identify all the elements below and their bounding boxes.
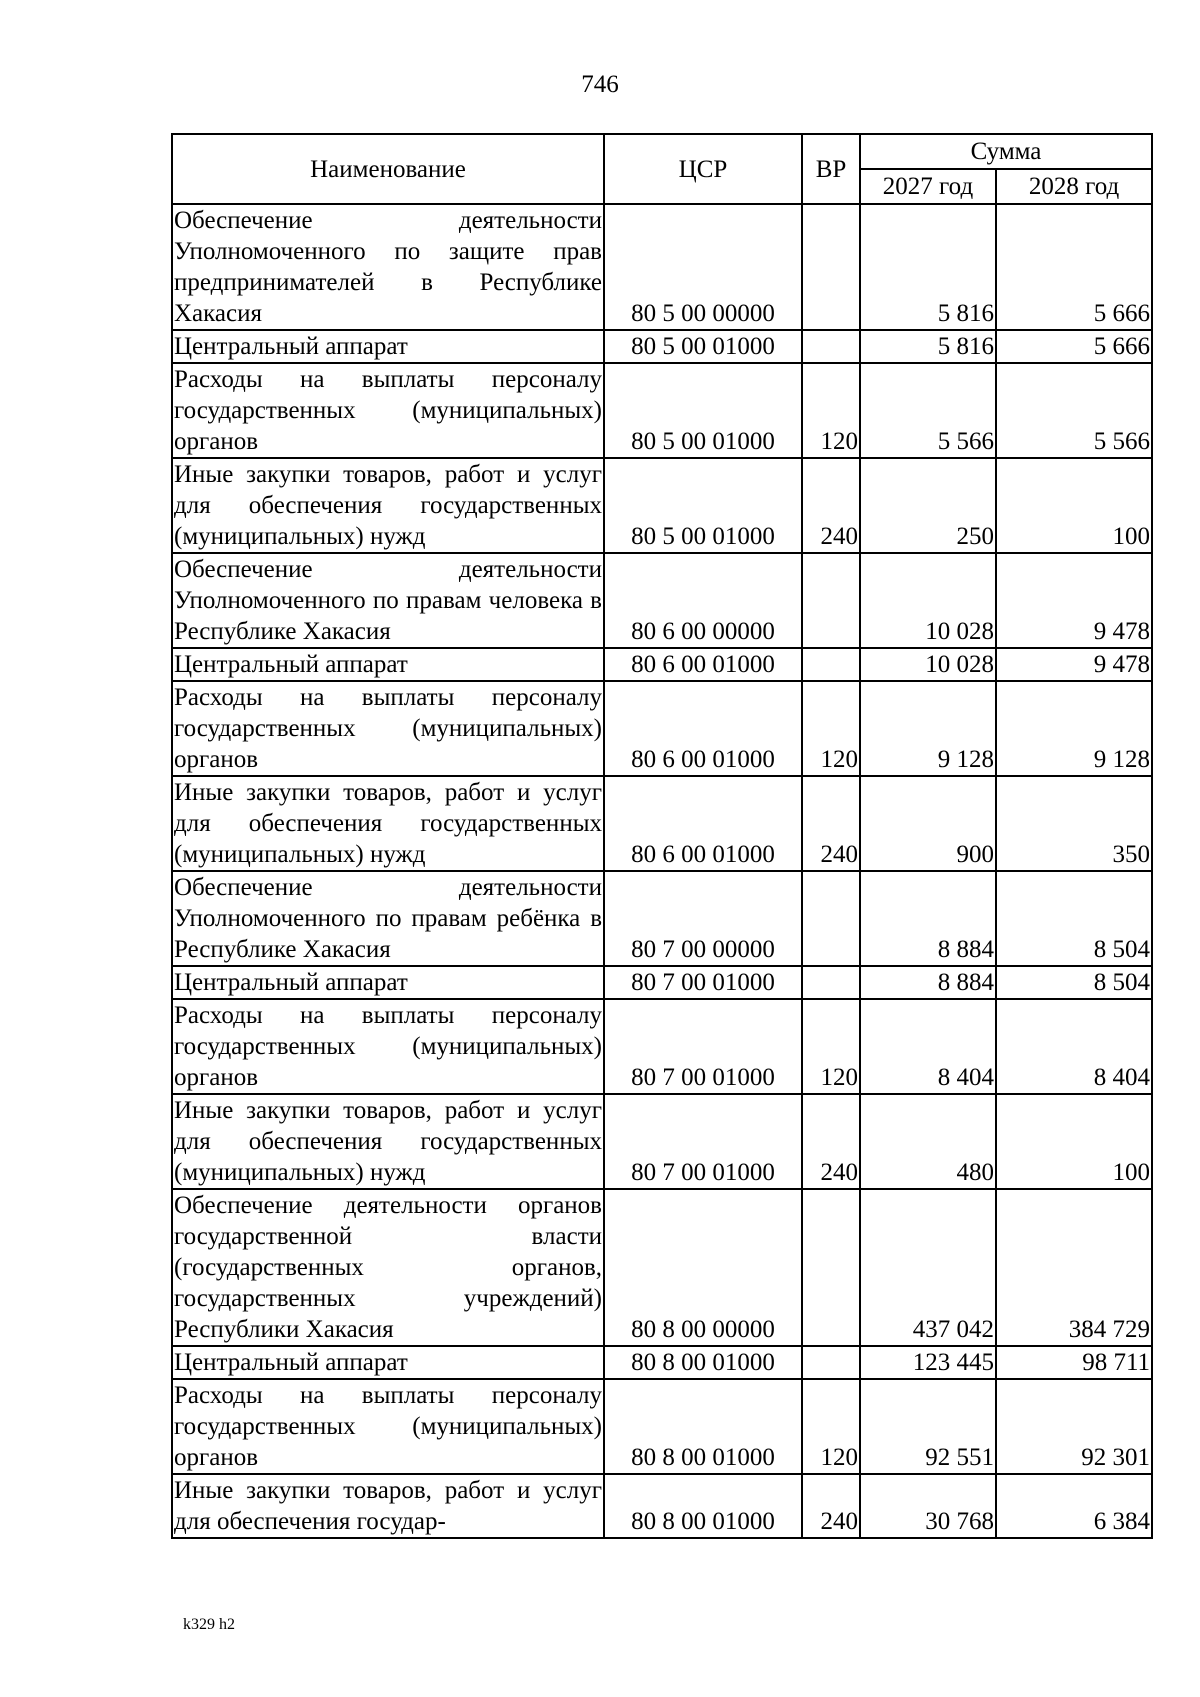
row-sum-2028: 100 xyxy=(996,458,1152,553)
table-row xyxy=(172,1094,1152,1189)
row-sum-2028: 5 566 xyxy=(996,363,1152,458)
row-sum-2027: 480 xyxy=(860,1094,996,1189)
row-vr xyxy=(802,648,860,681)
budget-table xyxy=(171,133,1153,1539)
row-sum-2027: 8 884 xyxy=(860,966,996,999)
row-csr: 80 7 00 00000 xyxy=(604,871,802,966)
page-number: 746 xyxy=(581,71,619,98)
table-row xyxy=(172,330,1152,363)
row-name: Расходы на выплаты персоналу государственных (муниципальных) органов xyxy=(172,363,604,458)
row-sum-2028: 8 504 xyxy=(996,871,1152,966)
row-sum-2028: 5 666 xyxy=(996,330,1152,363)
row-vr xyxy=(802,1189,860,1346)
row-vr: 120 xyxy=(802,999,860,1094)
row-csr: 80 8 00 00000 xyxy=(604,1189,802,1346)
row-name: Расходы на выплаты персоналу государственных (муниципальных) органов xyxy=(172,1379,604,1474)
row-vr: 240 xyxy=(802,1094,860,1189)
row-vr xyxy=(802,871,860,966)
row-name: Центральный аппарат xyxy=(172,330,604,363)
row-sum-2028: 9 478 xyxy=(996,553,1152,648)
row-sum-2028: 350 xyxy=(996,776,1152,871)
table-row xyxy=(172,553,1152,648)
row-name: Иные закупки товаров, работ и услуг для обеспечения государственных (муниципальных) нужд xyxy=(172,1094,604,1189)
row-sum-2027: 10 028 xyxy=(860,648,996,681)
row-sum-2027: 5 816 xyxy=(860,330,996,363)
row-vr xyxy=(802,204,860,330)
header-name: Наименование xyxy=(172,134,604,204)
header-sum: Сумма xyxy=(860,134,1152,169)
table-row xyxy=(172,648,1152,681)
row-name: Обеспечение деятельности Уполномоченного по защите прав предпринимателей в Республике Хакасия xyxy=(172,204,604,330)
table-row xyxy=(172,1379,1152,1474)
row-sum-2027: 9 128 xyxy=(860,681,996,776)
table-row xyxy=(172,204,1152,330)
row-sum-2027: 123 445 xyxy=(860,1346,996,1379)
row-vr xyxy=(802,330,860,363)
row-csr: 80 5 00 01000 xyxy=(604,458,802,553)
row-sum-2027: 5 566 xyxy=(860,363,996,458)
row-csr: 80 6 00 01000 xyxy=(604,776,802,871)
table-row xyxy=(172,681,1152,776)
row-name: Расходы на выплаты персоналу государственных (муниципальных) органов xyxy=(172,999,604,1094)
row-csr: 80 8 00 01000 xyxy=(604,1346,802,1379)
table-row xyxy=(172,966,1152,999)
row-vr xyxy=(802,966,860,999)
table-row xyxy=(172,458,1152,553)
row-sum-2027: 5 816 xyxy=(860,204,996,330)
table-row xyxy=(172,776,1152,871)
table-row xyxy=(172,1189,1152,1346)
row-vr: 240 xyxy=(802,1474,860,1538)
row-csr: 80 8 00 01000 xyxy=(604,1474,802,1538)
row-csr: 80 6 00 00000 xyxy=(604,553,802,648)
row-sum-2028: 9 128 xyxy=(996,681,1152,776)
row-sum-2028: 9 478 xyxy=(996,648,1152,681)
row-csr: 80 7 00 01000 xyxy=(604,1094,802,1189)
row-vr: 240 xyxy=(802,458,860,553)
row-vr: 120 xyxy=(802,1379,860,1474)
row-csr: 80 6 00 01000 xyxy=(604,681,802,776)
row-sum-2027: 437 042 xyxy=(860,1189,996,1346)
row-name: Иные закупки товаров, работ и услуг для обеспечения государственных (муниципальных) нужд xyxy=(172,776,604,871)
row-sum-2028: 92 301 xyxy=(996,1379,1152,1474)
row-name: Центральный аппарат xyxy=(172,1346,604,1379)
row-csr: 80 5 00 00000 xyxy=(604,204,802,330)
row-csr: 80 5 00 01000 xyxy=(604,330,802,363)
row-name: Центральный аппарат xyxy=(172,966,604,999)
row-csr: 80 7 00 01000 xyxy=(604,999,802,1094)
row-name: Обеспечение деятельности органов государственной власти (государственных органов, государственных учреждений) Республики Хакасия xyxy=(172,1189,604,1346)
row-sum-2028: 6 384 xyxy=(996,1474,1152,1538)
row-vr: 120 xyxy=(802,681,860,776)
row-sum-2028: 98 711 xyxy=(996,1346,1152,1379)
header-vr: ВР xyxy=(802,134,860,204)
table-header xyxy=(172,134,1152,204)
row-csr: 80 7 00 01000 xyxy=(604,966,802,999)
row-name: Центральный аппарат xyxy=(172,648,604,681)
row-sum-2027: 30 768 xyxy=(860,1474,996,1538)
row-vr xyxy=(802,553,860,648)
row-sum-2027: 8 884 xyxy=(860,871,996,966)
row-name: Обеспечение деятельности Уполномоченного по правам человека в Республике Хакасия xyxy=(172,553,604,648)
row-sum-2027: 250 xyxy=(860,458,996,553)
row-vr xyxy=(802,1346,860,1379)
row-vr: 240 xyxy=(802,776,860,871)
row-sum-2027: 8 404 xyxy=(860,999,996,1094)
row-sum-2028: 384 729 xyxy=(996,1189,1152,1346)
row-name: Расходы на выплаты персоналу государственных (муниципальных) органов xyxy=(172,681,604,776)
table-row xyxy=(172,363,1152,458)
row-name: Иные закупки товаров, работ и услуг для обеспечения государственных (муниципальных) нужд xyxy=(172,458,604,553)
table-row xyxy=(172,1474,1152,1538)
row-sum-2028: 8 504 xyxy=(996,966,1152,999)
row-csr: 80 6 00 01000 xyxy=(604,648,802,681)
footer-code: k329 h2 xyxy=(183,1616,235,1633)
row-sum-2028: 5 666 xyxy=(996,204,1152,330)
row-vr: 120 xyxy=(802,363,860,458)
table-row xyxy=(172,871,1152,966)
table-row xyxy=(172,999,1152,1094)
table-row xyxy=(172,1346,1152,1379)
row-sum-2027: 900 xyxy=(860,776,996,871)
header-year-2028: 2028 год xyxy=(996,169,1152,204)
row-sum-2028: 100 xyxy=(996,1094,1152,1189)
row-csr: 80 8 00 01000 xyxy=(604,1379,802,1474)
row-name: Иные закупки товаров, работ и услуг для обеспечения государ- xyxy=(172,1474,604,1538)
table-body xyxy=(172,204,1152,1538)
row-sum-2027: 10 028 xyxy=(860,553,996,648)
row-csr: 80 5 00 01000 xyxy=(604,363,802,458)
row-sum-2028: 8 404 xyxy=(996,999,1152,1094)
row-name: Обеспечение деятельности Уполномоченного по правам ребёнка в Республике Хакасия xyxy=(172,871,604,966)
row-sum-2027: 92 551 xyxy=(860,1379,996,1474)
header-year-2027: 2027 год xyxy=(860,169,996,204)
header-csr: ЦСР xyxy=(604,134,802,204)
